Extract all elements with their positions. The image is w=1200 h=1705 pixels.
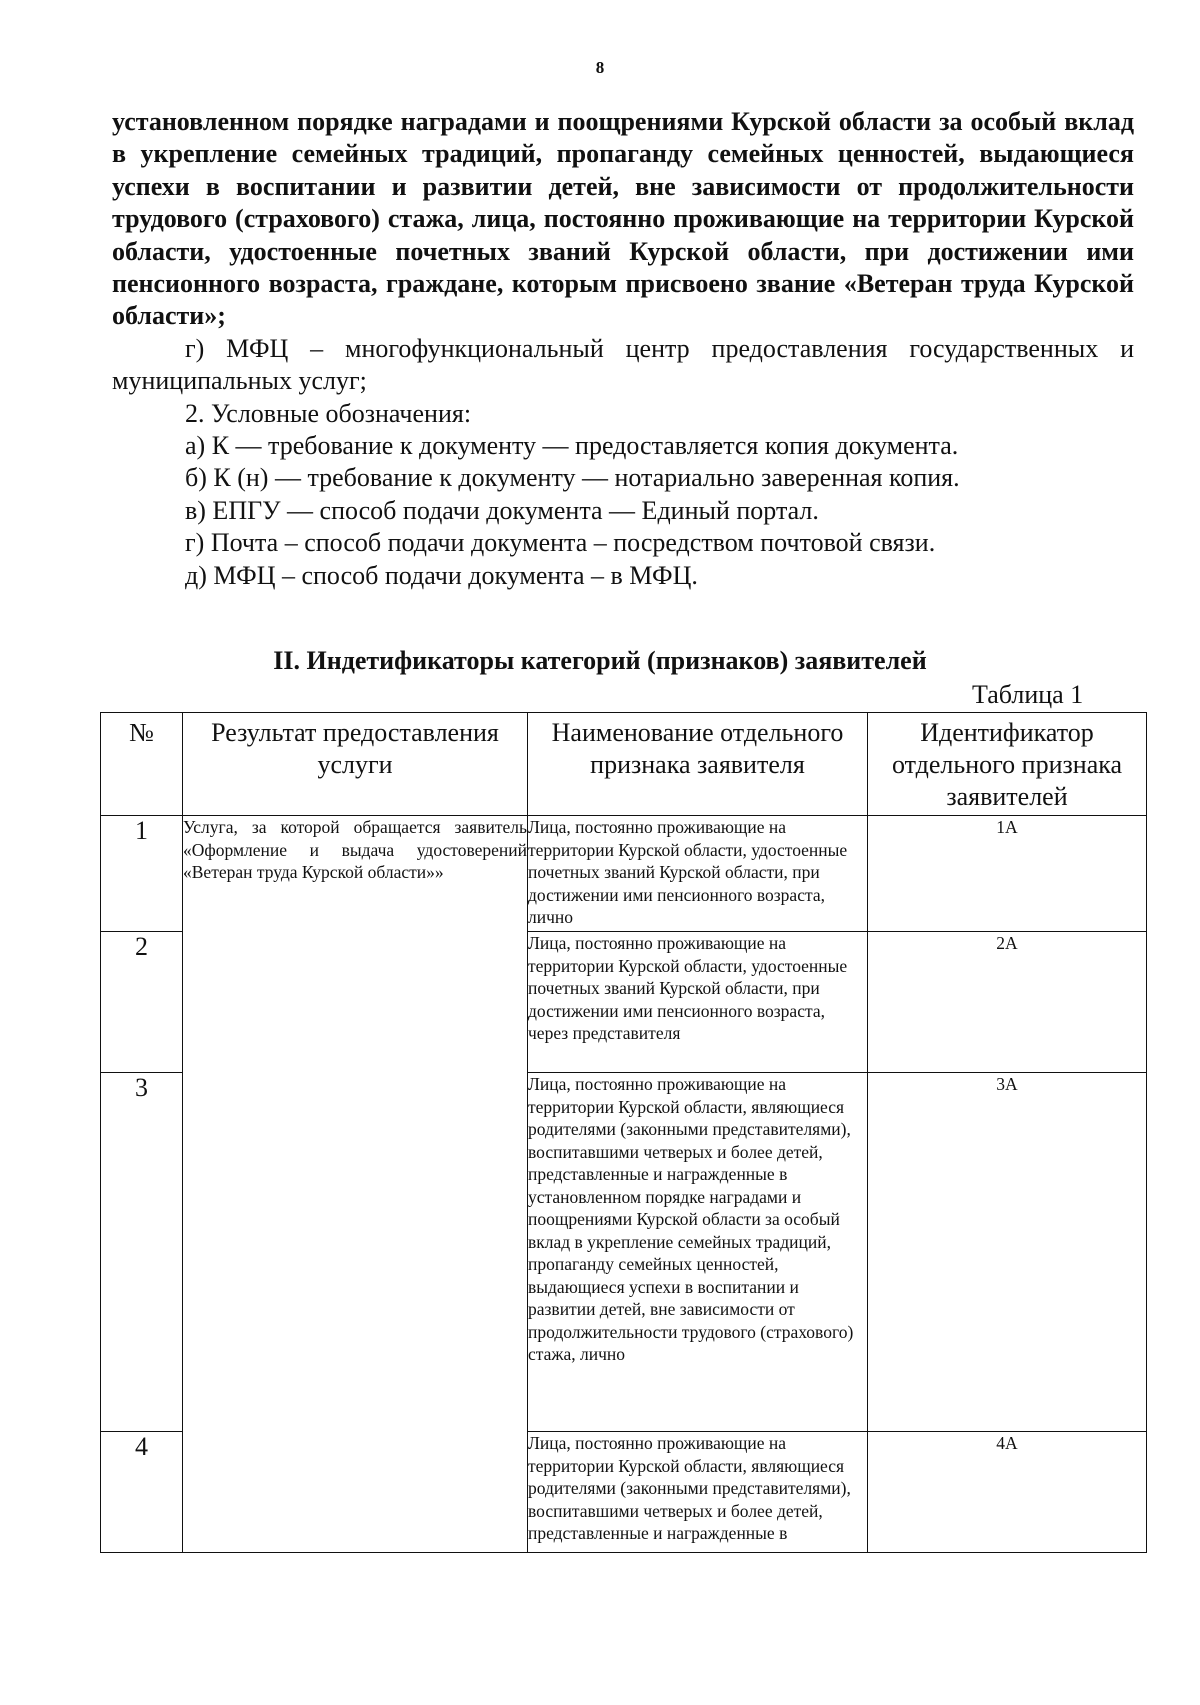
row-number: 1 bbox=[101, 816, 183, 932]
legend-item-epgu: в) ЕПГУ — способ подачи документа — Единый портал. bbox=[185, 495, 819, 525]
row-number: 2 bbox=[101, 932, 183, 1073]
row-number: 4 bbox=[101, 1432, 183, 1553]
table-row bbox=[101, 816, 1147, 932]
body-text bbox=[112, 106, 1134, 592]
applicant-categories-table bbox=[100, 712, 1147, 1553]
legend-item-notarized: б) К (н) — требование к документу — нотариально заверенная копия. bbox=[185, 463, 960, 493]
row-number: 3 bbox=[101, 1073, 183, 1432]
mfc-definition-paragraph: г) МФЦ – многофункциональный центр предоставления государственных и муниципальных услуг; bbox=[112, 333, 1134, 396]
attribute-name-cell: Лица, постоянно проживающие на территории Курской области, являющиеся родителями (законными представителями), воспитавшими четверых и более детей, представленные и награжденные в bbox=[528, 1432, 868, 1553]
table-header-row bbox=[101, 713, 1147, 816]
attribute-id-cell: 1А bbox=[868, 816, 1147, 932]
attribute-name-cell: Лица, постоянно проживающие на территории Курской области, удостоенные почетных званий Курской области, при достижении ими пенсионного возраста, через представителя bbox=[528, 932, 868, 1073]
legend-item-post: г) Почта – способ подачи документа – посредством почтовой связи. bbox=[185, 528, 936, 558]
page-number: 8 bbox=[595, 58, 605, 77]
legend-item-copy: а) К — требование к документу — предоставляется копия документа. bbox=[185, 431, 959, 461]
section-title: II. Индетификаторы категорий (признаков) заявителей bbox=[273, 646, 927, 675]
header-service-result: Результат предоставления услуги bbox=[183, 713, 528, 816]
table-caption: Таблица 1 bbox=[972, 680, 1084, 709]
attribute-name-cell: Лица, постоянно проживающие на территории Курской области, удостоенные почетных званий Курской области, при достижении ими пенсионного возраста, лично bbox=[528, 816, 868, 932]
intro-paragraph: установленном порядке наградами и поощрениями Курской области за особый вклад в укрепление семейных традиций, пропаганду семейных ценностей, выдающиеся успехи в воспитании и развитии детей, вне зависимости от продолжительности трудового (страхового) стажа, лица, постоянно проживающие на территории Курской области, удостоенные почетных званий Курской области, при достижении ими пенсионного возраста, граждане, которым присвоено звание «Ветеран труда Курской области»; bbox=[112, 107, 1134, 331]
attribute-id-cell: 3А bbox=[868, 1073, 1147, 1432]
legend-item-mfc: д) МФЦ – способ подачи документа – в МФЦ. bbox=[185, 560, 698, 590]
header-number: № bbox=[101, 713, 183, 816]
attribute-id-cell: 4А bbox=[868, 1432, 1147, 1553]
header-attribute-name: Наименование отдельного признака заявителя bbox=[528, 713, 868, 816]
legend-heading: 2. Условные обозначения: bbox=[185, 398, 472, 428]
service-result-cell: Услуга, за которой обращается заявитель «Оформление и выдача удостоверений «Ветеран труда Курской области»» bbox=[183, 816, 528, 1553]
attribute-id-cell: 2А bbox=[868, 932, 1147, 1073]
attribute-name-cell: Лица, постоянно проживающие на территории Курской области, являющиеся родителями (законными представителями), воспитавшими четверых и более детей, представленные и награжденные в установленном порядке наградами и поощрениями Курской области за особый вклад в укрепление семейных традиций, пропаганду семейных ценностей, выдающиеся успехи в воспитании и развитии детей, вне зависимости от продолжительности трудового (страхового) стажа, лично bbox=[528, 1073, 868, 1432]
header-attribute-id: Идентификатор отдельного признака заявителей bbox=[868, 713, 1147, 816]
